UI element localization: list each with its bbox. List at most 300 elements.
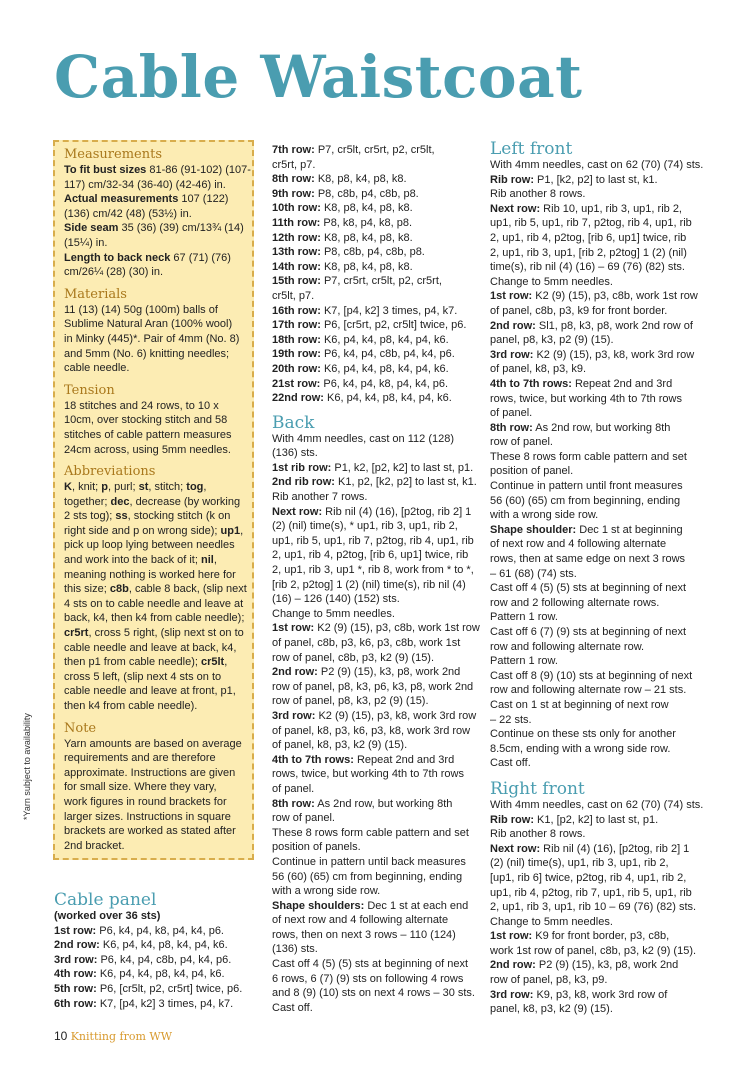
note-text	[64, 737, 245, 854]
text-line	[64, 251, 245, 266]
text-run: pick up loop lying between needles	[64, 539, 235, 552]
text-line	[64, 317, 245, 332]
back-heading: Back	[272, 412, 315, 433]
text-run: of next row and 4 following alternate	[272, 914, 449, 927]
text-run: (136) sts.	[272, 943, 318, 956]
text-run: row of panel.	[272, 812, 335, 825]
bold-run: 8th row:	[272, 173, 315, 186]
text-line	[64, 737, 245, 752]
text-line	[64, 824, 245, 839]
text-line	[64, 347, 245, 362]
text-line	[490, 421, 705, 436]
text-run: Cast off 4 (5) (5) sts at beginning of next	[490, 582, 687, 595]
bold-run: (worked over 36 sts)	[54, 910, 161, 922]
text-run: 2, up1, rib 3, up1, [rib 2, p2tog] 1 (2) (nil)	[490, 246, 687, 259]
text-run: K2 (9) (15), p3, k8, work 3rd row	[315, 709, 477, 722]
text-line	[490, 216, 705, 231]
text-run: 81-86 (91-102) (107-	[146, 164, 251, 176]
text-line	[272, 724, 482, 739]
text-run: K8, p8, k4, p8, k8.	[320, 202, 413, 215]
text-run: Rib another 8 rows.	[490, 188, 586, 201]
text-line	[272, 274, 482, 289]
text-run: 35 (36) (39) cm/13¾ (14)	[118, 222, 244, 235]
bold-run: 19th row:	[272, 348, 321, 361]
text-run: Dec 1 st at beginning	[576, 523, 683, 536]
bold-run: tog	[186, 481, 204, 494]
text-run: P1, k2, [p2, k2] to last st, p1.	[331, 461, 474, 474]
text-line	[490, 377, 705, 392]
text-run: P8, k8, p4, k8, p8.	[320, 216, 413, 229]
text-line	[64, 399, 245, 414]
text-run: Continue on these sts only for another	[490, 728, 676, 741]
text-run: [rib 2, p2tog] 1 (2) (nil) time(s), rib nil (4)	[272, 578, 466, 591]
text-run: Pattern 1 row.	[490, 655, 558, 668]
text-line	[64, 780, 245, 795]
text-run: for small size. Where they vary,	[64, 781, 217, 794]
text-line	[490, 827, 705, 842]
bold-run: 3rd row:	[490, 348, 534, 361]
text-line	[272, 709, 482, 724]
text-line	[272, 855, 482, 870]
bold-run: 1st row:	[490, 290, 533, 303]
bold-run: 22nd row:	[272, 392, 324, 405]
text-run: , stocking stitch (k on	[127, 510, 231, 523]
text-line	[490, 392, 705, 407]
text-run: With 4mm needles, cast on 62 (70) (74) sts.	[490, 159, 704, 171]
bold-run: 17th row:	[272, 319, 321, 332]
text-line	[64, 641, 245, 656]
text-run: 18 stitches and 24 rows, to 10 x	[64, 399, 219, 412]
text-run: cross 5 left, (slip next 4 sts on to	[64, 670, 222, 683]
text-line	[272, 665, 482, 680]
text-run: Rib another 7 rows.	[272, 491, 368, 504]
text-line	[490, 406, 705, 421]
bold-run: p	[101, 481, 109, 494]
tension-text	[64, 399, 245, 457]
text-run: 2 sts tog);	[64, 510, 116, 523]
text-line	[272, 304, 482, 319]
text-run: 56 (60) (65) cm from beginning, ending	[272, 870, 463, 883]
text-line	[272, 753, 482, 768]
text-run: K9 for front border, p3, c8b,	[532, 930, 670, 943]
text-line	[272, 158, 482, 173]
bold-run: Length to back neck	[64, 251, 171, 264]
text-line	[64, 751, 245, 766]
text-line	[490, 260, 705, 275]
text-line	[64, 413, 245, 428]
text-line	[490, 523, 705, 538]
text-run: Cast off.	[272, 1001, 313, 1014]
text-line	[490, 187, 705, 202]
text-run: cr5rt, p7.	[272, 158, 316, 171]
bold-run: 4th to 7th rows:	[490, 377, 572, 390]
text-run: cable needle and leave at back, k4,	[64, 641, 237, 654]
text-line	[490, 450, 705, 465]
text-line	[54, 924, 259, 939]
text-run: panel, k8, p3, k2 (9) (15).	[490, 1003, 613, 1016]
text-line	[272, 172, 482, 187]
text-line	[64, 684, 245, 699]
text-run: K2 (9) (15), p3, k8, work 3rd row	[533, 348, 695, 361]
text-run: Continue in pattern until back measures	[272, 855, 466, 868]
text-line	[490, 886, 705, 901]
text-line	[64, 524, 245, 539]
text-line	[272, 928, 482, 943]
bold-run: Rib row:	[490, 813, 534, 826]
text-line	[272, 899, 482, 914]
text-line	[64, 795, 245, 810]
text-line	[272, 797, 482, 812]
bold-run: 4th row:	[54, 968, 97, 981]
text-line	[272, 913, 482, 928]
text-line	[64, 626, 245, 641]
text-run: rows, then on next 3 rows – 110 (124)	[272, 928, 456, 941]
bold-run: 3rd row:	[54, 953, 98, 966]
text-run: , knit;	[71, 481, 102, 494]
text-line	[54, 909, 259, 924]
text-run: P6, [cr5lt, p2, cr5rt] twice, p6.	[96, 982, 243, 995]
bold-run: 2nd row:	[490, 959, 536, 972]
text-run: P2 (9) (15), k3, p8, work 2nd	[317, 666, 461, 679]
text-line	[490, 202, 705, 217]
text-line	[272, 782, 482, 797]
text-run: 4 sts on to cable needle and leave at	[64, 597, 244, 610]
text-line	[272, 840, 482, 855]
text-run: Rib another 8 rows.	[490, 828, 586, 841]
info-sidebar	[53, 140, 254, 860]
text-run: then p1 from cable needle);	[64, 656, 201, 669]
text-line	[490, 727, 705, 742]
text-run: Change to 5mm needles.	[490, 915, 613, 928]
text-run: 117) cm/32-34 (36-40) (42-46) in.	[64, 178, 226, 191]
text-run: approximate. Instructions are given	[64, 766, 236, 779]
bold-run: 5th row:	[54, 982, 97, 995]
text-line	[64, 361, 245, 376]
bold-run: nil	[200, 554, 214, 567]
text-run: – 61 (68) (74) sts.	[490, 567, 577, 580]
text-line	[272, 636, 482, 651]
text-line	[272, 986, 482, 1001]
text-run: Repeat 2nd and 3rd	[353, 753, 455, 766]
text-line	[272, 377, 482, 392]
text-line	[272, 245, 482, 260]
text-line	[490, 713, 705, 728]
bold-run: c8b	[109, 583, 129, 596]
note-heading: Note	[64, 720, 97, 736]
right-front-heading: Right front	[490, 778, 585, 799]
text-line	[272, 651, 482, 666]
text-line	[64, 480, 245, 495]
bold-run: Side seam	[64, 222, 119, 235]
text-run: K6, p4, k4, p8, k4, p4, k6.	[96, 968, 225, 981]
text-run: Cast off.	[490, 757, 531, 770]
text-run: P7, cr5rt, cr5lt, p2, cr5rt,	[320, 275, 442, 288]
text-run: 11 (13) (14) 50g (100m) balls of	[64, 303, 218, 316]
text-run: Rib nil (4) (16), [p2tog, rib 2] 1	[322, 505, 472, 518]
text-run: requirements and are therefore	[64, 752, 216, 765]
text-run: with a wrong side row.	[490, 509, 599, 522]
text-line	[272, 490, 482, 505]
text-line	[490, 494, 705, 509]
text-line	[54, 938, 259, 953]
tension-heading: Tension	[64, 382, 115, 398]
text-line	[54, 967, 259, 982]
text-line	[490, 479, 705, 494]
text-line	[490, 654, 705, 669]
text-run: up1, rib 5, up1, rib 7, p2tog, rib 4, up1, rib	[490, 217, 692, 230]
text-line	[490, 988, 705, 1003]
abbreviations-text	[64, 480, 245, 714]
text-line	[490, 698, 705, 713]
text-run: 24cm across, using 5mm needles.	[64, 443, 231, 456]
text-line	[64, 303, 245, 318]
bold-run: Shape shoulder:	[490, 523, 577, 536]
text-line	[490, 173, 705, 188]
text-line	[272, 432, 482, 447]
bold-run: 14th row:	[272, 260, 321, 273]
text-run: K2 (9) (15), p3, c8b, work 1st row	[314, 622, 480, 635]
text-run: With 4mm needles, cast on 62 (70) (74) sts.	[490, 798, 704, 811]
text-line	[64, 568, 245, 583]
bold-run: 1st row:	[54, 924, 97, 937]
text-line	[272, 260, 482, 275]
text-line	[490, 464, 705, 479]
bold-run: 6th row:	[54, 997, 97, 1010]
text-run: row of panel, p8, k3, p2 (9) (15).	[272, 695, 429, 708]
materials-heading: Materials	[64, 286, 127, 302]
text-line	[490, 275, 705, 290]
text-line	[272, 621, 482, 636]
text-run: and 5mm (No. 6) knitting needles;	[64, 347, 230, 360]
text-run: P8, c8b, p4, c8b, p8.	[320, 246, 425, 259]
text-run: and 8 (9) (10) sts on next 4 rows – 30 sts.	[272, 987, 475, 1000]
text-run: P6, k4, p4, k8, p4, k4, p6.	[320, 377, 449, 390]
text-run: larger sizes. Instructions in square	[64, 810, 231, 823]
text-line	[272, 767, 482, 782]
text-line	[490, 596, 705, 611]
text-run: together;	[64, 495, 111, 508]
publication-name: Knitting from WW	[70, 1030, 172, 1043]
text-line	[64, 611, 245, 626]
text-run: row of panel, p8, k3, p9.	[490, 974, 608, 987]
text-run: ,	[224, 656, 228, 669]
text-line	[64, 178, 245, 193]
text-run: Rib nil (4) (16), [p2tog, rib 2] 1	[540, 842, 690, 855]
text-run: of next row and 4 following alternate	[490, 538, 667, 551]
bold-run: 1st row:	[272, 622, 315, 635]
text-line	[272, 534, 482, 549]
text-run: K8, p8, k4, p8, k8.	[320, 231, 413, 244]
text-line	[490, 842, 705, 857]
text-line	[272, 318, 482, 333]
text-run: P8, c8b, p4, c8b, p8.	[314, 187, 419, 200]
text-line	[64, 699, 245, 714]
text-line	[272, 461, 482, 476]
text-run: of panel, k8, p3, k2 (9) (15).	[272, 739, 408, 752]
text-line	[490, 915, 705, 930]
text-line	[64, 236, 245, 251]
text-run: of panel.	[490, 407, 533, 420]
text-line	[272, 362, 482, 377]
text-line	[490, 289, 705, 304]
text-run: position of panel.	[490, 465, 574, 478]
text-run: Sublime Natural Aran (100% wool)	[64, 318, 233, 331]
bold-run: Actual measurements	[64, 193, 179, 206]
text-line	[490, 958, 705, 973]
text-line	[490, 231, 705, 246]
yarn-availability-note: *Yarn subject to availability	[22, 713, 32, 820]
text-run: Rib 10, up1, rib 3, up1, rib 2,	[540, 202, 682, 215]
text-line	[64, 332, 245, 347]
materials-section	[64, 287, 245, 376]
text-line	[64, 192, 245, 207]
text-run: rows, then at same edge on next 3 rows	[490, 553, 686, 566]
text-line	[272, 187, 482, 202]
bold-run: 7th row:	[272, 144, 315, 156]
text-line	[272, 347, 482, 362]
column-three	[490, 140, 705, 1017]
text-line	[272, 826, 482, 841]
text-run: of panel, k8, p3, k6, p3, k8, work 3rd row	[272, 724, 471, 737]
text-line	[64, 839, 245, 854]
bold-run: st	[138, 481, 149, 494]
text-run: this size;	[64, 583, 110, 596]
text-run: Dec 1 st at each end	[364, 899, 469, 912]
text-run: of panel, c8b, p3, k9 for front border.	[490, 304, 668, 317]
text-run: position of panels.	[272, 841, 361, 854]
text-line	[490, 944, 705, 959]
text-run: K9, p3, k8, work 3rd row of	[533, 988, 668, 1001]
text-run: row and following alternate row – 21 sts.	[490, 684, 687, 697]
text-run: of panel.	[272, 782, 315, 795]
text-line	[64, 597, 245, 612]
text-run: These 8 rows form cable pattern and set	[272, 826, 469, 839]
abbreviations-heading: Abbreviations	[64, 464, 156, 480]
bold-run: 1st rib row:	[272, 461, 332, 474]
text-run: row and 2 following alternate rows.	[490, 596, 660, 609]
bold-run: 10th row:	[272, 202, 321, 215]
bold-run: 18th row:	[272, 333, 321, 346]
text-run: Cast off 6 (7) (9) sts at beginning of next	[490, 626, 687, 638]
text-run: 56 (60) (65) cm from beginning, ending	[490, 494, 681, 507]
text-line	[490, 552, 705, 567]
text-line	[272, 972, 482, 987]
text-run: , stitch;	[148, 481, 187, 494]
text-line	[64, 443, 245, 458]
text-run: P6, k4, p4, c8b, p4, k4, p6.	[97, 953, 232, 966]
measurements-text	[64, 163, 251, 280]
text-line	[272, 391, 482, 406]
text-line	[490, 158, 705, 173]
text-run: P1, [k2, p2] to last st, k1.	[534, 173, 658, 186]
text-line	[490, 610, 705, 625]
text-run: P6, [cr5rt, p2, cr5lt] twice, p6.	[320, 319, 467, 332]
bold-run: cr5lt	[200, 656, 225, 669]
text-run: 2, up1, rib 4, p2tog, [rib 6, up1] twice, rib	[272, 549, 469, 562]
bold-run: Next row:	[490, 842, 541, 855]
text-line	[490, 756, 705, 771]
text-run: rows, twice, but working 4th to 7th rows	[490, 392, 682, 405]
text-run: As 2nd row, but working 8th	[532, 421, 671, 434]
text-line	[272, 957, 482, 972]
text-run: 67 (71) (76)	[170, 251, 231, 264]
text-run: Cast off 4 (5) (5) sts at beginning of next	[272, 958, 469, 971]
text-line	[272, 870, 482, 885]
bold-run: Next row:	[272, 505, 323, 518]
text-run: 2nd bracket.	[64, 839, 125, 852]
text-run: ,	[213, 554, 217, 567]
text-run: ,	[203, 481, 207, 494]
text-run: row of panel, c8b, p3, k2 (9) (15).	[272, 651, 435, 664]
text-line	[490, 537, 705, 552]
text-run: cable needle and leave at front, p1,	[64, 685, 236, 698]
text-line	[272, 231, 482, 246]
text-line	[64, 163, 251, 178]
text-line	[64, 221, 245, 236]
text-line	[64, 553, 245, 568]
text-run: (15¼) in.	[64, 236, 108, 249]
text-line	[64, 582, 245, 597]
bold-run: 12th row:	[272, 231, 321, 244]
text-run: brackets are worked as stated after	[64, 825, 236, 838]
text-run: cm/26¼ (28) (30) in.	[64, 266, 164, 279]
text-run: , purl;	[108, 481, 139, 494]
text-run: With 4mm needles, cast on 112 (128)	[272, 432, 454, 445]
bold-run: ss	[115, 510, 128, 523]
left-front-heading: Left front	[490, 139, 573, 159]
text-run: K6, p4, k4, p8, k4, p4, k6.	[323, 392, 452, 405]
bold-run: 11th row:	[272, 216, 321, 229]
text-run: K8, p8, k4, p8, k8.	[320, 260, 413, 273]
text-run: cable needle.	[64, 362, 130, 375]
text-line	[272, 548, 482, 563]
text-line	[490, 625, 705, 640]
text-line	[64, 655, 245, 670]
text-run: right side and p on wrong side);	[64, 524, 221, 537]
bold-run: 4th to 7th rows:	[272, 753, 354, 766]
text-run: K8, p8, k4, p8, k8.	[314, 173, 407, 186]
bold-run: Shape shoulders:	[272, 899, 365, 912]
text-line	[490, 348, 705, 363]
text-run: K1, [p2, k2] to last st, p1.	[534, 813, 659, 826]
bold-run: 3rd row:	[272, 709, 316, 722]
text-run: work 1st row of panel, c8b, p3, k2 (9) (15).	[490, 944, 697, 957]
text-run: K1, p2, [k2, p2] to last st, k1.	[334, 476, 477, 489]
text-run: 2, up1, rib 3, up1, rib 10 – 69 (76) (82) sts.	[490, 901, 697, 914]
bold-run: dec	[110, 495, 130, 508]
bold-run: 8th row:	[272, 797, 315, 810]
bold-run: cr5rt	[64, 627, 89, 640]
text-line	[54, 997, 259, 1012]
text-run: As 2nd row, but working 8th	[314, 797, 453, 810]
text-line	[64, 538, 245, 553]
text-run: 6 rows, 6 (7) (9) sts on following 4 rows	[272, 972, 464, 985]
text-run: up1, rib 5, up1, rib 7, p2tog, rib 4, up1, rib	[272, 534, 474, 547]
text-run: row and following alternate row.	[490, 640, 645, 653]
bold-run: 20th row:	[272, 362, 321, 375]
text-line	[272, 694, 482, 709]
text-line	[272, 201, 482, 216]
text-line	[490, 929, 705, 944]
text-run: , cable 8 back, (slip next	[128, 583, 247, 596]
text-run: P6, k4, p4, k8, p4, k4, p6.	[96, 924, 224, 937]
text-line	[272, 680, 482, 695]
bold-run: 8th row:	[490, 421, 533, 434]
text-line	[490, 798, 705, 813]
text-line	[490, 683, 705, 698]
text-run: (136) sts.	[272, 447, 318, 460]
column-two	[272, 143, 482, 1015]
